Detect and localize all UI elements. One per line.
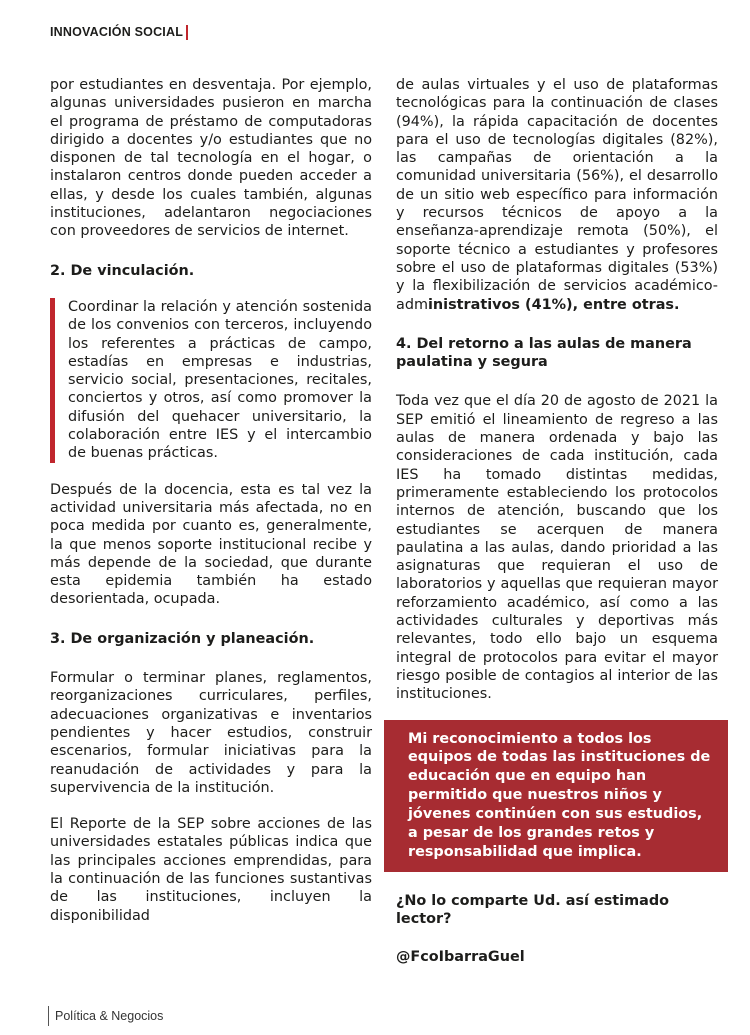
pull-quote bbox=[50, 298, 372, 463]
highlight-text: Mi reconocimiento a todos los equipos de todas las instituciones de educación que en equipo han permitido que nuestros niños y jóvenes continúen con sus estudios, a pesar de los grandes retos y responsabilidad que implica. bbox=[408, 730, 711, 860]
paragraph-retorno: Toda vez que el día 20 de agosto de 2021 la SEP emitió el lineamiento de regreso a las aulas de manera ordenada y bajo las consideraciones de cada institución, cada IES ha tomado distintas medidas, primeramente estableciendo los protocolos internos de atención, buscando que los estudiantes se acerquen de manera paulatina a las aulas, dando prioridad a las asignaturas que requieran el uso de laboratorios y aquellas que requieran mayor reforzamiento académico, así como a las actividades culturales y deportivas más relevantes, todo ello bajo un esquema integral de protocolos para evitar el mayor riesgo posible de contagios al interior de las instituciones. bbox=[396, 393, 718, 703]
highlight-box bbox=[384, 720, 728, 872]
pull-quote-text: Coordinar la relación y atención sostenida de los convenios con terceros, incluyendo los referentes a prácticas de campo, estadías en empresas e industrias, servicio social, presentaciones, recitales, conciertos y otros, así como promover la difusión del quehacer universitario, la colaboración entre IES y el intercambio de buenas prácticas. bbox=[68, 298, 372, 462]
header-accent-bar bbox=[186, 25, 188, 40]
paragraph-reporte-sep: El Reporte de la SEP sobre acciones de las universidades estatales públicas indica que las principales acciones emprendidas, para la continuación de las funciones sustantivas de las instituciones, incluyen la disponibilidad bbox=[50, 816, 372, 924]
acciones-bold-tail: inistrativos (41%), entre otras. bbox=[427, 296, 680, 313]
paragraph-formular: Formular o terminar planes, reglamentos, reorganizaciones curriculares, perfiles, adecuaciones organizativas e inventarios pendientes y hacer estudios, construir escenarios, formular iniciativas para la reanudación de actividades y para la supervivencia de la institución. bbox=[50, 670, 372, 796]
heading-retorno: 4. Del retorno a las aulas de manera paulatina y segura bbox=[396, 335, 692, 371]
author-handle: @FcoIbarraGuel bbox=[396, 949, 525, 966]
paragraph-intro-continuation: por estudiantes en desventaja. Por ejemplo, algunas universidades pusieron en marcha el programa de préstamo de computadoras dirigido a docentes y/o estudiantes que no disponen de tal tecnología en el hogar, o instalaron centros donde pueden acceder a ellas, y desde los cuales también, algunas instituciones, adelantaron negociaciones con proveedores de servicios de internet. bbox=[50, 77, 372, 240]
heading-vinculacion: 2. De vinculación. bbox=[50, 262, 195, 279]
footer-divider bbox=[48, 1006, 49, 1026]
closing-question: ¿No lo comparte Ud. así estimado lector? bbox=[396, 892, 670, 928]
page-footer bbox=[48, 1005, 163, 1027]
heading-organizacion: 3. De organización y planeación. bbox=[50, 630, 315, 647]
section-header bbox=[50, 22, 188, 42]
left-column bbox=[50, 76, 372, 925]
publication-name: Política & Negocios bbox=[55, 1009, 164, 1023]
right-column bbox=[396, 76, 718, 967]
paragraph-docencia: Después de la docencia, esta es tal vez la actividad universitaria más afectada, no en poca medida por cuanto es, generalmente, la que menos soporte institucional recibe y más depende de la sociedad, que durante esta epidemia también ha estado desorientada, ocupada. bbox=[50, 481, 372, 608]
paragraph-acciones-continuation bbox=[396, 76, 718, 314]
section-title: INNOVACIÓN SOCIAL bbox=[50, 25, 184, 39]
acciones-text: de aulas virtuales y el uso de plataformas tecnológicas para la continuación de clases (94%), la rápida capacitación de docentes para el uso de tecnologías digitales (82%), las campañas de orientación a la comunidad universitaria (56%), el desarrollo de un sitio web específico para información y recursos técnicos de apoyo a la enseñanza-aprendizaje remota (50%), el soporte técnico a estudiantes y profesores sobre el uso de plataformas digitales (53%) y la flexibilización de servicios académico-adm bbox=[396, 77, 718, 313]
